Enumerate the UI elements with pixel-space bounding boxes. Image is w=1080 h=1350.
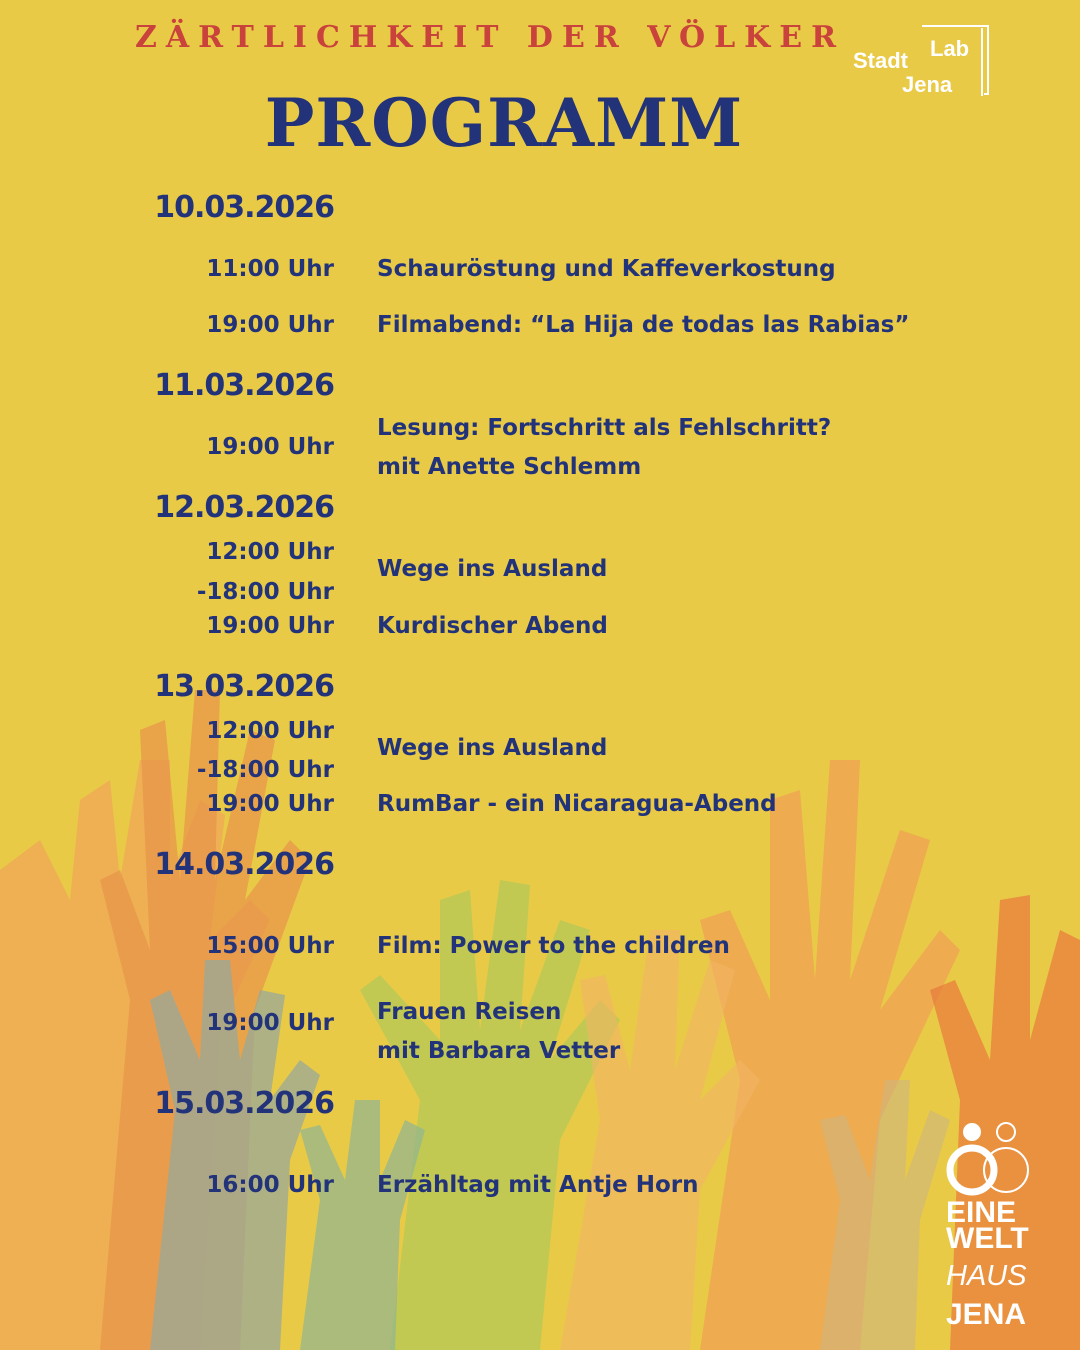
event-title: Erzähltag mit Antje Horn [377,1172,699,1198]
event-title: RumBar - ein Nicaragua-Abend [377,791,777,817]
day-date: 12.03.2026 [154,490,334,525]
day-date: 10.03.2026 [154,190,334,225]
hand-shape [700,760,960,1350]
event-subtitle: mit Anette Schlemm [377,454,642,480]
event-title: Wege ins Ausland [377,735,608,761]
event-time: 19:00 Uhr [206,434,334,460]
event-time: 19:00 Uhr [206,791,334,817]
hand-shape [820,1080,950,1350]
event-time-end: -18:00 Uhr [196,757,334,783]
logo-text-welt: WELT [946,1222,1029,1255]
event-time: 19:00 Uhr [206,613,334,639]
day-date: 13.03.2026 [154,669,334,704]
event-subtitle: mit Barbara Vetter [377,1038,621,1064]
logo-text-lab: Lab [930,36,970,61]
event-time: 19:00 Uhr [206,1010,334,1036]
event-time: 12:00 Uhr [206,539,334,565]
poster-subtitle: ZÄRTLICHKEIT DER VÖLKER [134,20,846,55]
stadtlab-jena-logo [850,24,992,98]
people-figures-icon [940,1118,1050,1198]
event-time: 16:00 Uhr [206,1172,334,1198]
event-time: 12:00 Uhr [206,718,334,744]
logo-text-jena: Jena [902,72,953,97]
event-title: Filmabend: “La Hija de todas las Rabias” [377,312,910,338]
logo-text-eine: EINE [946,1196,1017,1229]
logo-text-haus: HAUS [946,1260,1027,1292]
logo-text-jena: JENA [946,1298,1027,1331]
day-date: 11.03.2026 [154,368,334,403]
event-title: Schauröstung und Kaffeverkostung [377,256,836,282]
logo-text-stadt: Stadt [853,48,908,73]
event-time-end: -18:00 Uhr [196,579,334,605]
eine-welt-haus-jena-logo [940,1118,1050,1338]
event-time: 11:00 Uhr [206,256,334,282]
event-title: Wege ins Ausland [377,556,608,582]
event-time: 15:00 Uhr [206,933,334,959]
day-date: 15.03.2026 [154,1086,334,1121]
event-title: Lesung: Fortschritt als Fehlschritt? [377,415,832,441]
event-time: 19:00 Uhr [206,312,334,338]
event-title: Kurdischer Abend [377,613,608,639]
event-title: Film: Power to the children [377,933,730,959]
page-title: PROGRAMM [264,84,744,162]
day-date: 14.03.2026 [154,847,334,882]
event-title: Frauen Reisen [377,999,562,1025]
